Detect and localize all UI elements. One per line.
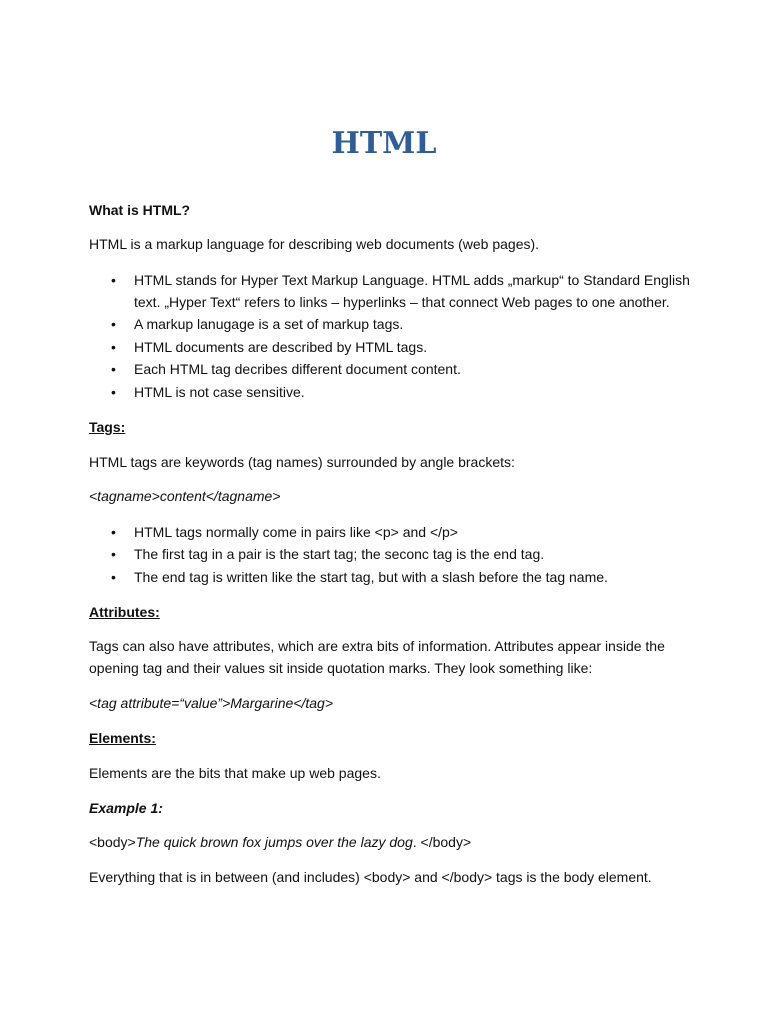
bullet-marker: • xyxy=(111,339,116,355)
bullet-marker: • xyxy=(111,569,116,585)
elements-closing-paragraph: Everything that is in between (and includes) <body> and </body> tags is the body element. xyxy=(89,869,652,885)
attributes-paragraph-line: opening tag and their values sit inside quotation marks. They look something like: xyxy=(89,660,593,676)
bullet-marker: • xyxy=(111,272,116,288)
list-item: The end tag is written like the start tag, but with a slash before the tag name. xyxy=(134,569,608,585)
list-item-line: HTML stands for Hyper Text Markup Language. HTML adds „markup“ to Standard English xyxy=(134,272,690,288)
list-item: A markup lanugage is a set of markup tags. xyxy=(134,316,404,332)
heading-attributes: Attributes: xyxy=(89,604,160,620)
attributes-example: <tag attribute=“value”>Margarine</tag> xyxy=(89,695,333,711)
tags-intro: HTML tags are keywords (tag names) surrounded by angle brackets: xyxy=(89,454,515,470)
list-item: Each HTML tag decribes different document content. xyxy=(134,361,461,377)
intro-paragraph: HTML is a markup language for describing web documents (web pages). xyxy=(89,236,540,252)
heading-what-is-html: What is HTML? xyxy=(89,202,191,218)
example-close-tag: . </body> xyxy=(412,834,472,850)
tags-example: <tagname>content</tagname> xyxy=(89,488,281,504)
heading-tags: Tags: xyxy=(89,419,126,435)
list-item-line: text. „Hyper Text“ refers to links – hyperlinks – that connect Web pages to one another. xyxy=(134,294,670,310)
example-open-tag: <body> xyxy=(89,834,136,850)
attributes-paragraph-line: Tags can also have attributes, which are extra bits of information. Attributes appear inside the xyxy=(89,638,665,654)
list-item: The first tag in a pair is the start tag; the seconc tag is the end tag. xyxy=(134,546,545,562)
heading-elements: Elements: xyxy=(89,730,156,746)
bullet-marker: • xyxy=(111,384,116,400)
list-item: HTML documents are described by HTML tags. xyxy=(134,339,428,355)
bullet-marker: • xyxy=(111,546,116,562)
body-example xyxy=(89,832,689,852)
bullet-marker: • xyxy=(111,524,116,540)
page-title: HTML xyxy=(331,126,437,161)
example-sentence: The quick brown fox jumps over the lazy dog xyxy=(135,834,413,850)
example-heading: Example 1: xyxy=(89,800,163,816)
elements-intro: Elements are the bits that make up web pages. xyxy=(89,765,381,781)
bullet-marker: • xyxy=(111,361,116,377)
list-item: HTML tags normally come in pairs like <p> and </p> xyxy=(134,524,458,540)
bullet-marker: • xyxy=(111,316,116,332)
list-item: HTML is not case sensitive. xyxy=(134,384,305,400)
